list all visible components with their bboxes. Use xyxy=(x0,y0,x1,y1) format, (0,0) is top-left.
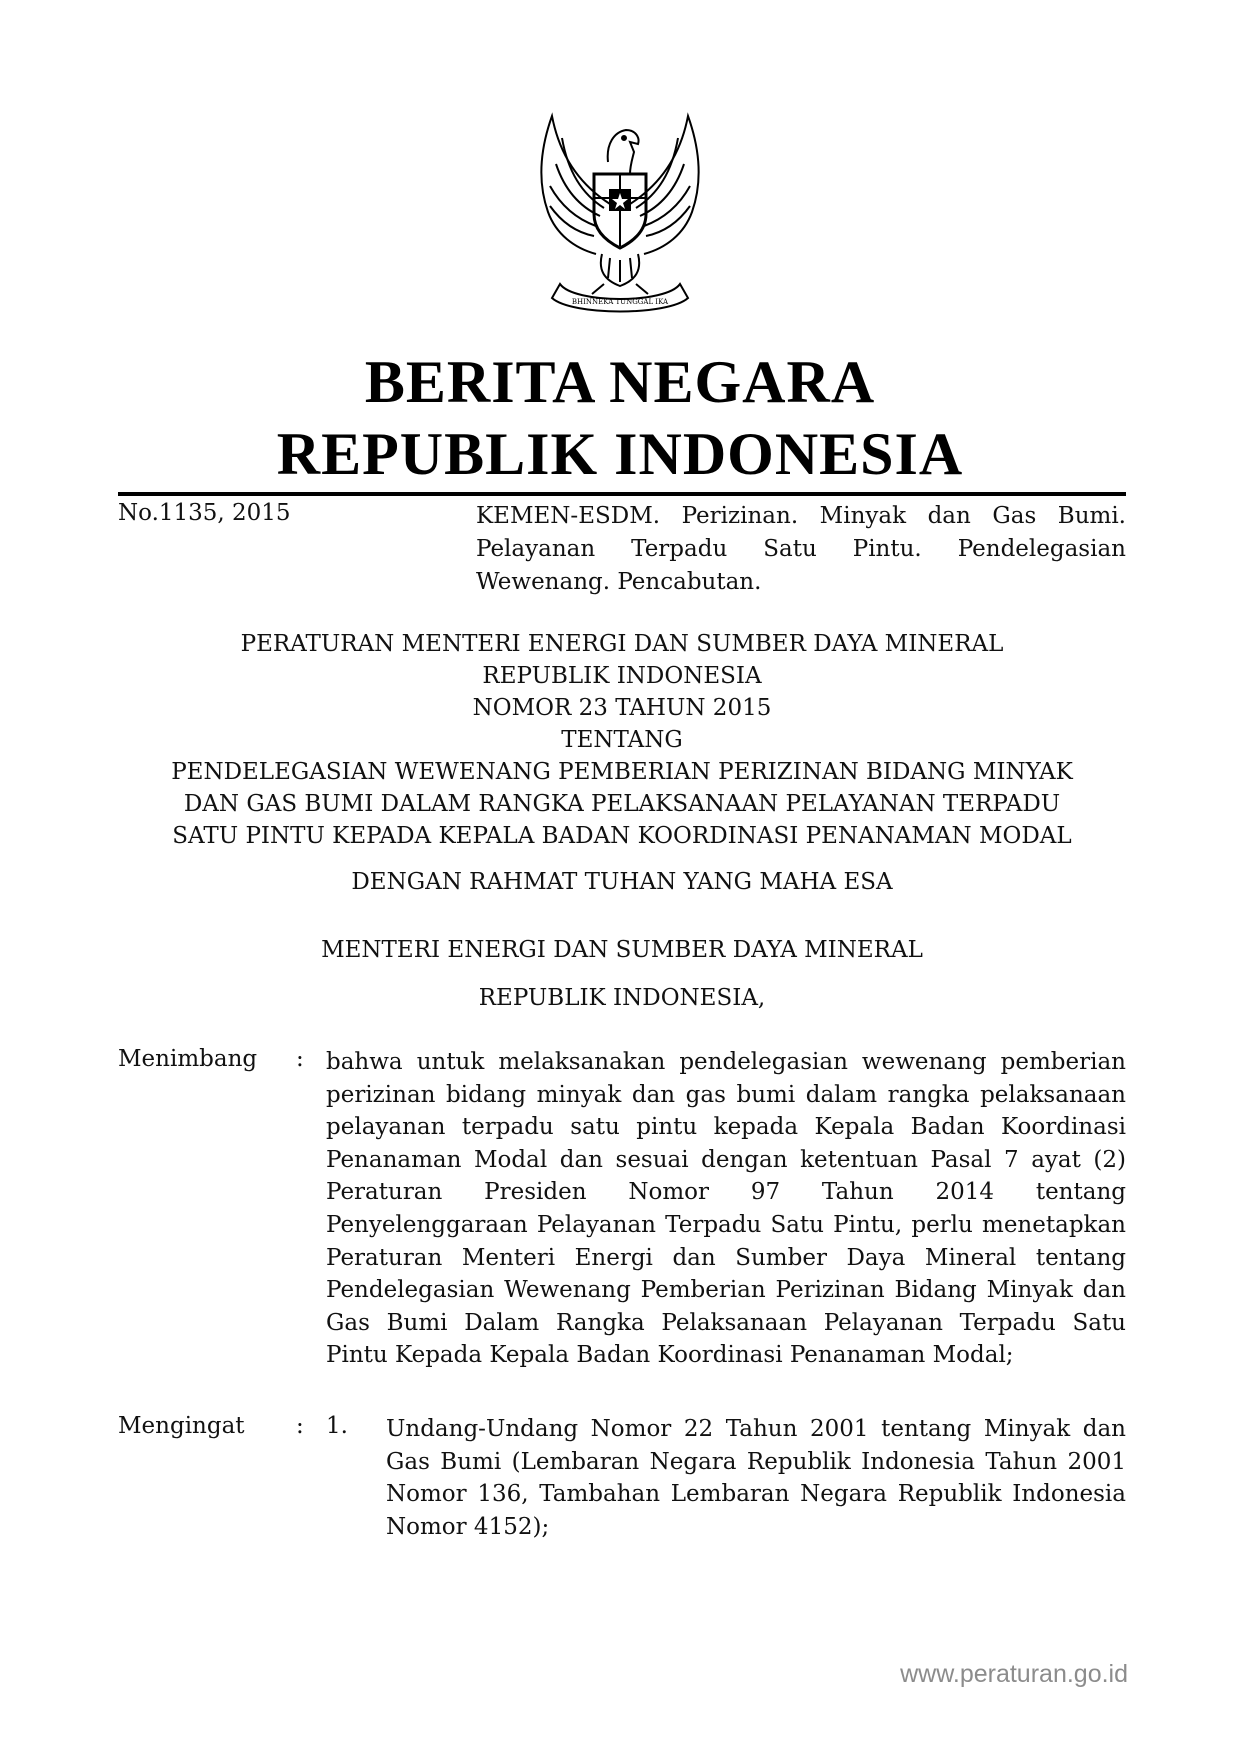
regulation-title-line: PERATURAN MENTERI ENERGI DAN SUMBER DAYA MINERAL xyxy=(240,631,1004,657)
masthead-divider xyxy=(118,492,1126,496)
regulation-title-line: REPUBLIK INDONESIA xyxy=(482,663,762,689)
menimbang-colon: : xyxy=(296,1046,304,1072)
mengingat-label: Mengingat xyxy=(118,1413,245,1439)
issue-summary: KEMEN-ESDM. Perizinan. Minyak dan Gas Bumi. Pelayanan Terpadu Satu Pintu. Pendelegasian Wewenang. Pencabutan. xyxy=(476,503,1126,595)
regulation-title-line: DAN GAS BUMI DALAM RANGKA PELAKSANAAN PELAYANAN TERPADU xyxy=(183,791,1061,817)
emblem-motto: BHINNEKA TUNGGAL IKA xyxy=(571,298,669,306)
footer-url: www.peraturan.go.id xyxy=(900,1660,1128,1688)
mengingat-colon: : xyxy=(296,1413,304,1439)
masthead-line-2: REPUBLIK INDONESIA xyxy=(276,421,964,487)
masthead-line-1: BERITA NEGARA xyxy=(364,349,876,415)
regulation-title-line: PENDELEGASIAN WEWENANG PEMBERIAN PERIZINAN BIDANG MINYAK xyxy=(171,759,1073,785)
official-line: REPUBLIK INDONESIA, xyxy=(478,985,766,1011)
regulation-title-line: SATU PINTU KEPADA KEPALA BADAN KOORDINASI PENANAMAN MODAL xyxy=(172,823,1072,849)
preamble: DENGAN RAHMAT TUHAN YANG MAHA ESA xyxy=(351,869,893,895)
regulation-title-line: NOMOR 23 TAHUN 2015 xyxy=(472,695,772,721)
official-line: MENTERI ENERGI DAN SUMBER DAYA MINERAL xyxy=(321,937,923,963)
garuda-emblem xyxy=(512,108,728,324)
mengingat-item-text: Undang-Undang Nomor 22 Tahun 2001 tentang Minyak dan Gas Bumi (Lembaran Negara Republik Indonesia Tahun 2001 Nomor 136, Tambahan Lembaran Negara Republik Indonesia Nomor 4152); xyxy=(386,1416,1126,1540)
menimbang-text: bahwa untuk melaksanakan pendelegasian wewenang pemberian perizinan bidang minyak dan gas bumi dalam rangka pelaksanaan pelayanan terpadu satu pintu kepada Kepala Badan Koordinasi Penanaman Modal dan sesuai dengan ketentuan Pasal 7 ayat (2) Peraturan Presiden Nomor 97 Tahun 2014 tentang Penyelenggaraan Pelayanan Terpadu Satu Pintu, perlu menetapkan Peraturan Menteri Energi dan Sumber Daya Mineral tentang Pendelegasian Wewenang Pemberian Perizinan Bidang Minyak dan Gas Bumi Dalam Rangka Pelaksanaan Pelayanan Terpadu Satu Pintu Kepada Kepala Badan Koordinasi Penanaman Modal; xyxy=(326,1049,1126,1369)
issue-number: No.1135, 2015 xyxy=(118,500,291,526)
regulation-title xyxy=(118,628,1126,852)
menimbang-label: Menimbang xyxy=(118,1046,258,1072)
regulation-title-line: TENTANG xyxy=(561,727,683,753)
issuing-official xyxy=(118,926,1126,1022)
mengingat-item-number: 1. xyxy=(326,1413,348,1439)
